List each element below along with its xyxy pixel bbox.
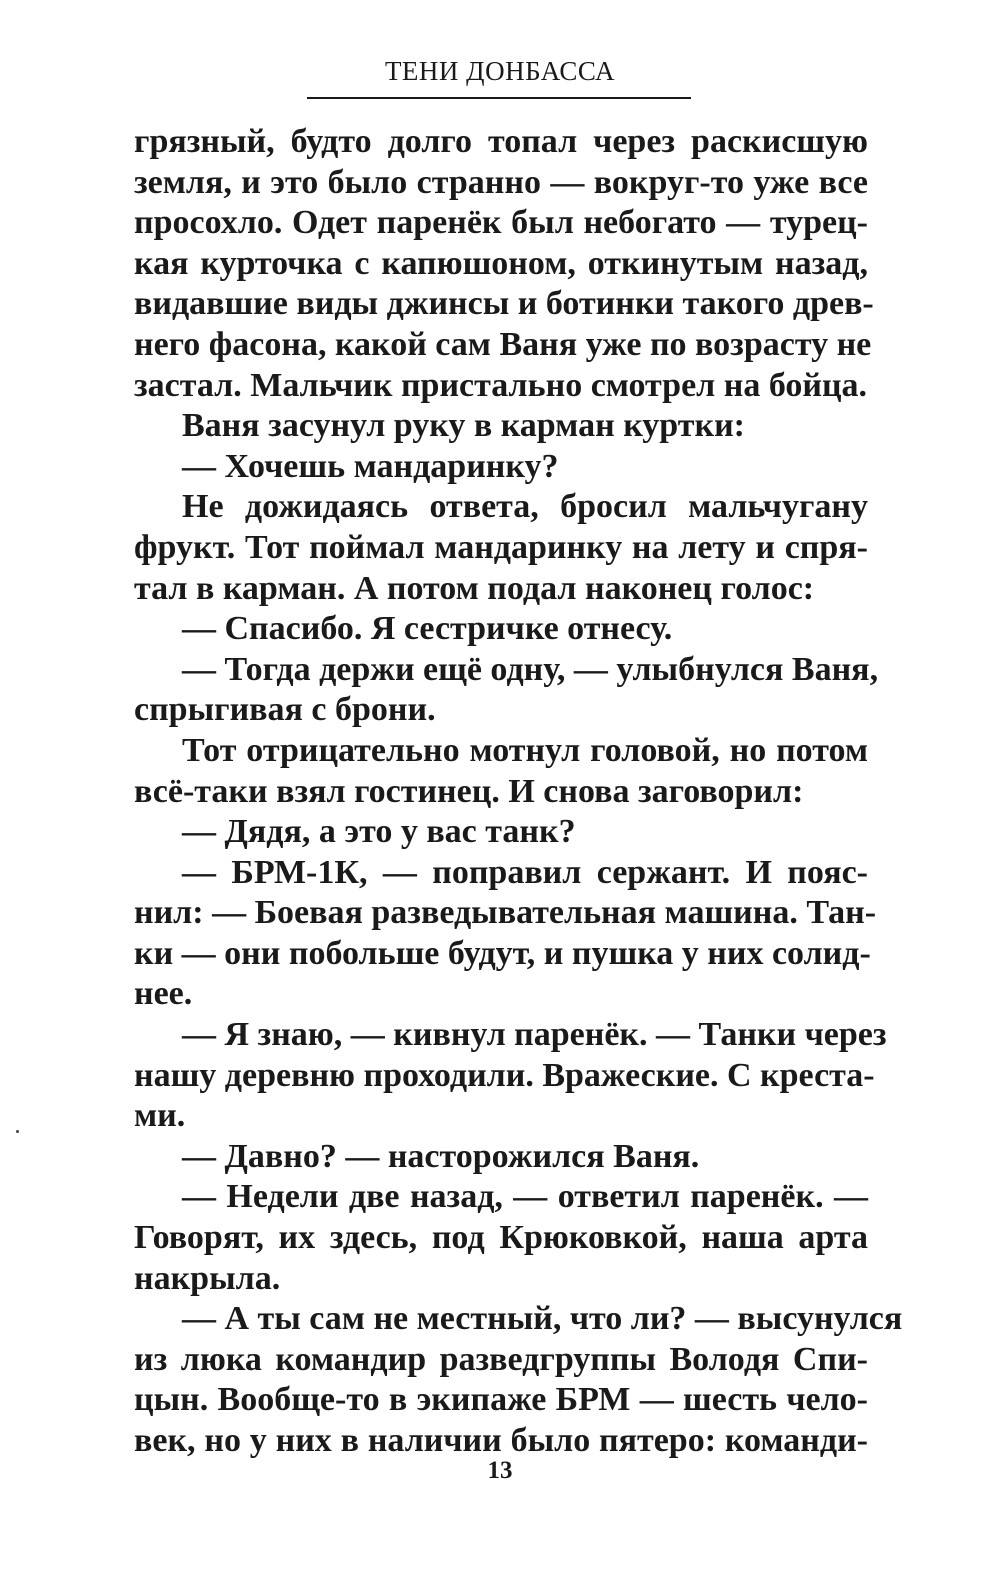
text-line: кая курточка с капюшоном, откинутым назад, bbox=[134, 244, 868, 282]
text-line: всё-таки взял гостинец. И снова заговорил: bbox=[134, 772, 804, 810]
text-line: накрыла. bbox=[134, 1259, 281, 1297]
text-line: Тот отрицательно мотнул головой, но потом bbox=[182, 731, 868, 769]
text-line: грязный, будто долго топал через раскисшую bbox=[134, 123, 868, 160]
text-line: ки — они побольше будут, и пушка у них солид- bbox=[134, 934, 871, 972]
text-line: нее. bbox=[134, 975, 193, 1013]
text-line: просохло. Одет паренёк был небогато — турец- bbox=[134, 204, 868, 242]
text-line: земля, и это было странно — вокруг-то уже все bbox=[134, 163, 868, 201]
text-line: нил: — Боевая разведывательная машина. Тан- bbox=[134, 894, 877, 932]
text-line: Ваня засунул руку в карман куртки: bbox=[182, 407, 745, 445]
text-line: — Тогда держи ещё одну, — улыбнулся Ваня, bbox=[182, 650, 879, 688]
text-line: — Я знаю, — кивнул паренёк. — Танки через bbox=[182, 1016, 887, 1054]
text-line: фрукт. Тот поймал мандаринку на лету и спря- bbox=[134, 528, 868, 566]
text-line: цын. Вообще-то в экипаже БРМ — шесть чело- bbox=[134, 1381, 868, 1419]
text-line: — Спасибо. Я сестричке отнесу. bbox=[182, 610, 673, 648]
text-line: — Дядя, а это у вас танк? bbox=[182, 813, 576, 851]
body-text bbox=[134, 122, 903, 1462]
text-line: Не дожидаясь ответа, бросил мальчугану bbox=[182, 488, 868, 526]
text-line: Говорят, их здесь, под Крюковкой, наша арта bbox=[134, 1219, 868, 1257]
text-line: нашу деревню проходили. Вражеские. С креста- bbox=[134, 1056, 875, 1094]
text-line: ми. bbox=[134, 1097, 186, 1135]
text-line: — А ты сам не местный, что ли? — высунулся bbox=[182, 1300, 903, 1338]
header-rule bbox=[307, 97, 691, 99]
text-line: из люка командир разведгруппы Володя Спи- bbox=[134, 1340, 868, 1378]
text-line: спрыгивая с брони. bbox=[134, 691, 436, 729]
text-line: — БРМ-1К, — поправил сержант. И пояс- bbox=[182, 853, 868, 891]
running-head: ТЕНИ ДОНБАССА bbox=[384, 56, 616, 86]
text-line: — Хочешь мандаринку? bbox=[182, 447, 559, 485]
text-line: видавшие виды джинсы и ботинки такого древ- bbox=[134, 285, 874, 323]
text-line: век, но у них в наличии было пятеро: команди- bbox=[134, 1422, 868, 1459]
text-line: него фасона, какой сам Ваня уже по возрасту не bbox=[134, 325, 872, 363]
text-line: — Давно? — насторожился Ваня. bbox=[182, 1137, 700, 1175]
page-number: 13 bbox=[487, 1457, 513, 1484]
text-line: тал в карман. А потом подал наконец голос: bbox=[134, 569, 815, 607]
text-line: — Недели две назад, — ответил паренёк. — bbox=[182, 1178, 868, 1216]
text-line: застал. Мальчик пристально смотрел на бойца. bbox=[134, 366, 868, 404]
margin-speck bbox=[16, 1130, 19, 1133]
